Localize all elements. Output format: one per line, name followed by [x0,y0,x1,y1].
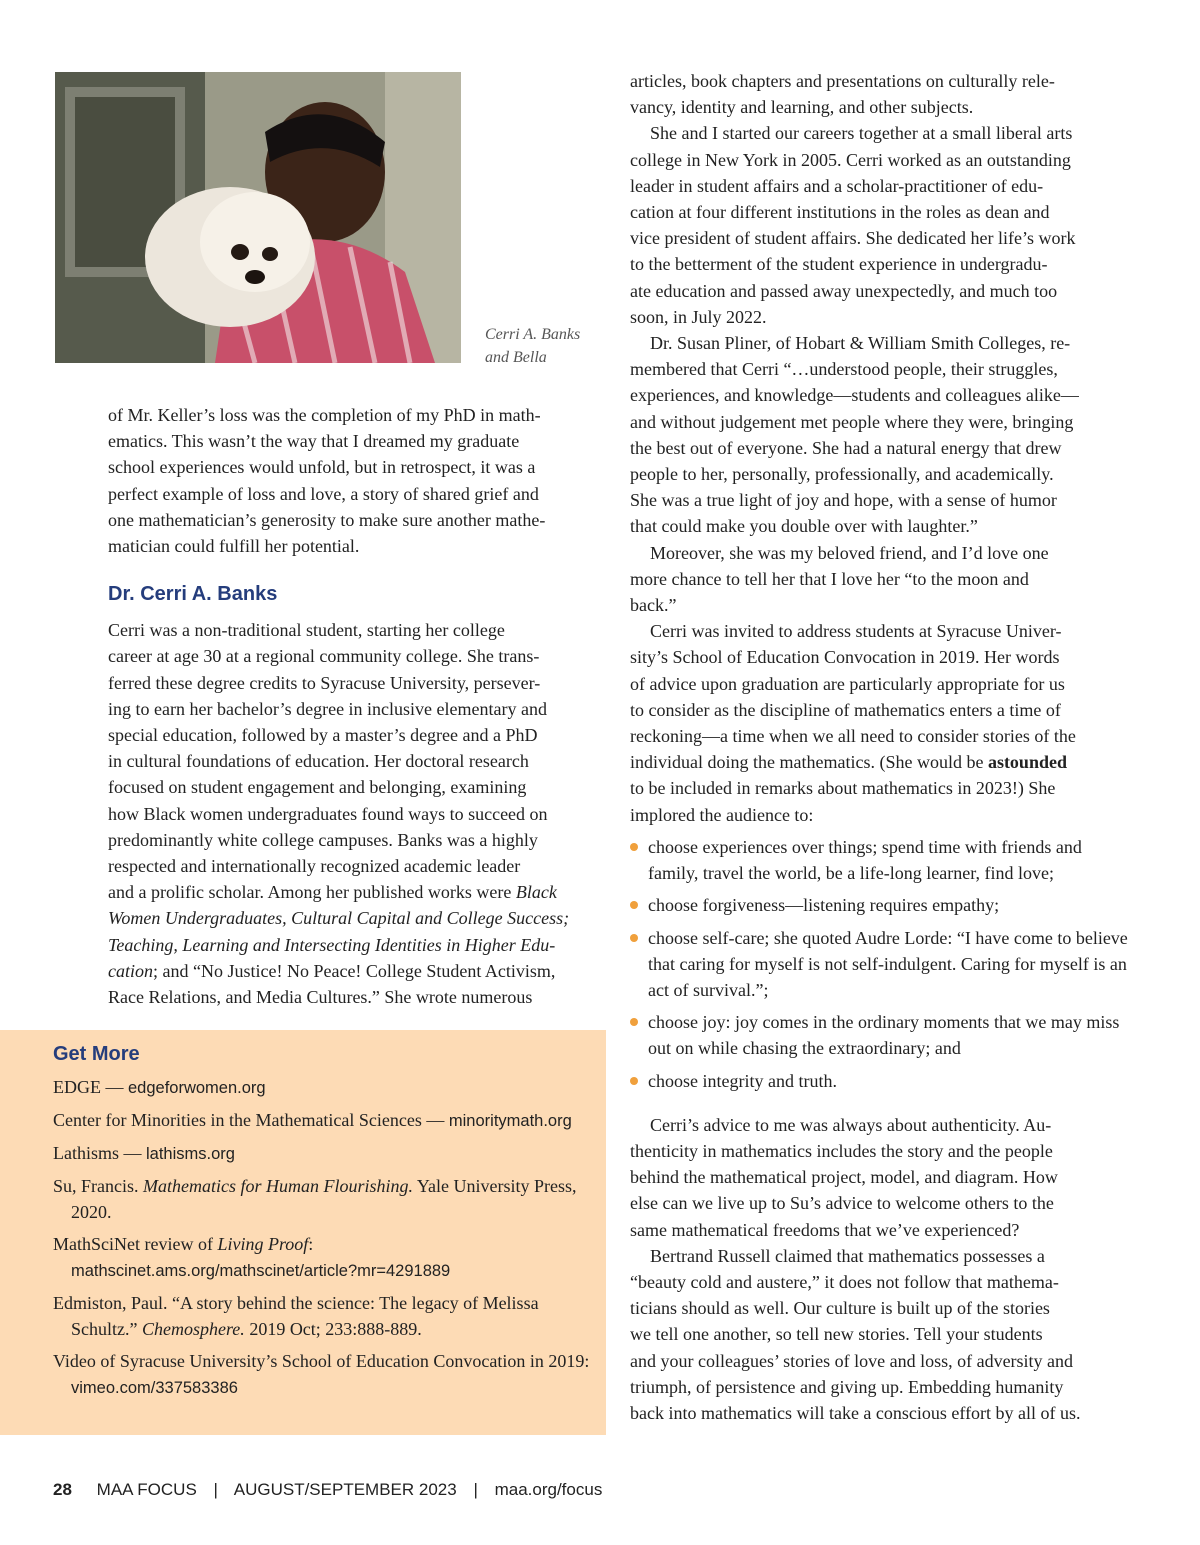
advice-list [630,834,1130,1094]
text-line: experiences, and knowledge—students and colleagues alike— [630,385,1079,406]
text-line: in cultural foundations of education. Her doctoral research [108,751,529,772]
sidebar-content [53,1040,601,1407]
text-line: Moreover, she was my beloved friend, and I’d love one [650,542,1049,563]
text-line: career at age 30 at a regional community college. She trans- [108,646,540,667]
text-line [108,958,600,984]
resource-text: Center for Minorities in the Mathematical Sciences — [53,1110,449,1130]
footer-separator: | [473,1480,478,1499]
book-title: Living Proof [217,1234,309,1254]
text-line: and your colleagues’ stories of love and loss, of adversity and [630,1350,1074,1371]
bullet-icon [630,1077,638,1085]
text-line: predominantly white college campuses. Banks was a highly [108,829,538,850]
text-line: Cerri was a non-traditional student, starting her college [108,620,505,641]
right-column [630,68,1130,1426]
text-line: ate education and passed away unexpectedly, and much too [630,280,1058,301]
resource-item [53,1173,601,1225]
list-item [630,1068,1130,1094]
list-item [630,1009,1130,1061]
text-line: of Mr. Keller’s loss was the completion of my PhD in math- [108,405,541,425]
text-line: reckoning—a time when we all need to consider stories of the [630,726,1076,747]
left-column [108,402,600,1010]
text-line: thenticity in mathematics includes the story and the people [630,1140,1053,1161]
footer-url[interactable]: maa.org/focus [494,1480,603,1499]
resource-text: Su, Francis. [53,1176,143,1196]
list-item-text: choose joy: joy comes in the ordinary moments that we may miss out on while chasing the extraordinary; and [648,1012,1120,1059]
text-line: same mathematical freedoms that we’ve experienced? [630,1219,1020,1240]
paragraph [630,1243,1130,1426]
resource-text: EDGE — [53,1077,128,1097]
bullet-icon [630,934,638,942]
paragraph [630,330,1130,540]
text-line: the best out of everyone. She had a natural energy that drew [630,437,1062,458]
resource-link[interactable]: lathisms.org [146,1145,235,1163]
text-run: and a prolific scholar. Among her published works were [108,882,516,903]
text-line: cation at four different institutions in the roles as dean and [630,202,1050,223]
bullet-icon [630,901,638,909]
text-line: ing to earn her bachelor’s degree in inclusive elementary and [108,698,547,719]
text-line: people to her, personally, professionally, and academically. [630,464,1054,485]
list-item-text: choose forgiveness—listening requires empathy; [648,895,1000,916]
text-line: back.” [630,595,677,616]
text-line: and without judgement met people where they were, bringing [630,411,1074,432]
resource-text: Edmiston, Paul. “A story behind the science: The legacy of Melissa Schultz.” [53,1293,539,1339]
list-item-text: choose self-care; she quoted Audre Lorde: “I have come to believe that caring for myself is not self-indulgent. Caring for myself is an act of survival.”; [648,927,1128,1000]
text-line: more chance to tell her that I love her “to the moon and [630,568,1029,589]
resource-text: 2019 Oct; 233:888-889. [244,1319,422,1339]
resource-link[interactable]: edgeforwomen.org [128,1079,266,1097]
text-run: ; and “No Justice! No Peace! College Student Activism, [153,960,556,981]
text-line: ematics. This wasn’t the way that I dreamed my graduate [108,431,520,452]
bio-paragraph [108,617,600,1010]
text-line: college in New York in 2005. Cerri worked as an outstanding [630,149,1071,170]
text-line: matician could fulfill her potential. [108,536,360,557]
caption-line: Cerri A. Banks [485,326,581,343]
bullet-icon [630,1018,638,1026]
footer-separator: | [213,1480,218,1499]
text-line: soon, in July 2022. [630,306,767,327]
text-line: Race Relations, and Media Cultures.” She wrote numerous [108,987,533,1008]
text-line: behind the mathematical project, model, and diagram. How [630,1167,1058,1188]
text-line: membered that Cerri “…understood people, their struggles, [630,359,1058,380]
book-title: cation [108,960,153,981]
text-line: She was a true light of joy and hope, with a sense of humor [630,490,1057,511]
resource-text: Yale University Press, 2020. [71,1176,577,1222]
text-line [108,879,600,905]
get-more-sidebar [0,1030,606,1435]
text-line: that could make you double over with laughter.” [630,516,978,537]
issue-date: AUGUST/SEPTEMBER 2023 [233,1480,457,1499]
text-line: how Black women undergraduates found ways to succeed on [108,803,548,824]
text-line: Bertrand Russell claimed that mathematics possesses a [650,1245,1045,1266]
spacer [630,1104,1130,1112]
text-run: individual doing the mathematics. (She would be [630,752,988,773]
text-line: special education, followed by a master’s degree and a PhD [108,725,538,746]
resource-text: : [308,1234,314,1254]
text-line: we tell one another, so tell new stories. Tell your students [630,1324,1043,1345]
magazine-name: MAA FOCUS [96,1480,197,1499]
list-item [630,834,1130,886]
resource-text: Lathisms — [53,1143,146,1163]
photo-caption [485,323,605,369]
book-title: Teaching, Learning and Intersecting Identities in Higher Edu- [108,934,556,955]
text-line: back into mathematics will take a conscious effort by all of us. [630,1402,1081,1423]
text-line: respected and internationally recognized academic leader [108,856,521,877]
list-item-text: choose experiences over things; spend time with friends and family, travel the world, be a life-long learner, find love; [648,836,1082,884]
text-line: She and I started our careers together at a small liberal arts [650,123,1073,144]
text-line [630,749,1130,775]
text-line: vice president of student affairs. She dedicated her life’s work [630,228,1076,249]
text-line: focused on student engagement and belonging, examining [108,777,527,798]
text-line: Cerri’s advice to me was always about authenticity. Au- [650,1114,1052,1135]
paragraph [630,1112,1130,1243]
resource-link[interactable]: mathscinet.ams.org/mathscinet/article?mr=4291889 [71,1262,451,1280]
book-title: Women Undergraduates, Cultural Capital and College Success; [108,908,570,929]
article-photo [55,72,461,363]
caption-line: and Bella [485,349,547,366]
text-line: to be included in remarks about mathematics in 2023!) She [630,778,1056,799]
text-line: articles, book chapters and presentations on culturally rele- [630,71,1055,91]
text-line: to the betterment of the student experience in undergradu- [630,254,1048,275]
list-item [630,925,1130,1004]
text-line: school experiences would unfold, but in retrospect, it was a [108,457,536,478]
text-line: Dr. Susan Pliner, of Hobart & William Smith Colleges, re- [650,333,1071,354]
text-line [108,905,600,931]
resource-item [53,1107,601,1134]
list-item-text: choose integrity and truth. [648,1070,837,1091]
page-number: 28 [53,1480,72,1499]
journal-title: Chemosphere. [141,1319,245,1339]
text-line: ticians should as well. Our culture is built up of the stories [630,1298,1050,1319]
text-line: implored the audience to: [630,804,814,825]
text-line: one mathematician’s generosity to make sure another mathe- [108,509,546,530]
text-line [108,932,600,958]
paragraph [630,540,1130,619]
emphasis-text: astounded [987,752,1067,773]
paragraph [630,120,1130,330]
photo-illustration [55,72,461,363]
bullet-icon [630,843,638,851]
text-line: triumph, of persistence and giving up. Embedding humanity [630,1376,1064,1397]
book-title: Black [515,882,557,903]
resource-link[interactable]: minoritymath.org [448,1112,572,1130]
resource-item [53,1140,601,1167]
text-line: Cerri was invited to address students at Syracuse Univer- [650,621,1062,642]
text-line: “beauty cold and austere,” it does not follow that mathema- [630,1271,1059,1292]
text-line: to consider as the discipline of mathematics enters a time of [630,699,1061,720]
list-item [630,892,1130,918]
paragraph [630,68,1130,120]
intro-paragraph [108,402,600,559]
resource-item [53,1290,601,1342]
text-line: else can we live up to Su’s advice to welcome others to the [630,1193,1054,1214]
text-line: of advice upon graduation are particularly appropriate for us [630,673,1065,694]
section-heading: Dr. Cerri A. Banks [108,583,278,606]
text-line: leader in student affairs and a scholar-practitioner of edu- [630,175,1044,196]
page-footer [53,1480,602,1500]
paragraph [630,618,1130,828]
resource-text: MathSciNet review of [53,1234,218,1254]
resource-item [53,1231,601,1284]
resource-item [53,1348,601,1401]
resource-text: Video of Syracuse University’s School of Education Convocation in 2019: [53,1351,590,1371]
book-title: Mathematics for Human Flourishing. [143,1176,413,1196]
text-line: ferred these degree credits to Syracuse University, persever- [108,672,541,693]
text-line: vancy, identity and learning, and other subjects. [630,97,974,118]
resource-link[interactable]: vimeo.com/337583386 [71,1379,238,1397]
text-line: sity’s School of Education Convocation in 2019. Her words [630,647,1060,668]
resource-item [53,1074,601,1101]
sidebar-title: Get More [53,1043,140,1065]
text-line: perfect example of loss and love, a story of shared grief and [108,483,539,504]
